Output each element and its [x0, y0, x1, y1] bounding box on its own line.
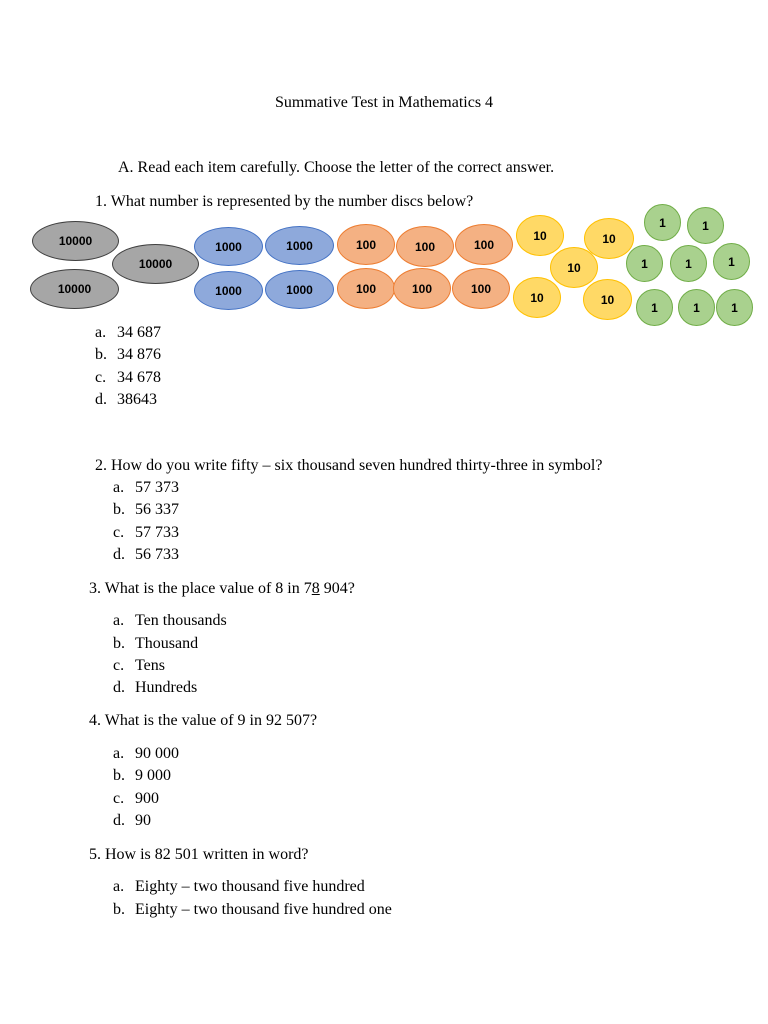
- option-text: 9 000: [135, 767, 171, 784]
- option-letter: a.: [113, 479, 125, 496]
- disc-10000: 10000: [112, 244, 199, 284]
- option-a[interactable]: [113, 745, 179, 763]
- option-d[interactable]: [95, 391, 157, 409]
- option-b[interactable]: [113, 767, 171, 785]
- option-text: Ten thousands: [135, 612, 227, 629]
- option-text: Eighty – two thousand five hundred: [135, 878, 365, 895]
- option-text: Eighty – two thousand five hundred one: [135, 901, 392, 918]
- question-4: 4. What is the value of 9 in 92 507?: [89, 712, 318, 729]
- option-letter: b.: [95, 346, 107, 363]
- option-letter: a.: [95, 324, 107, 341]
- option-b[interactable]: [113, 635, 198, 653]
- disc-10000: 10000: [30, 269, 119, 309]
- option-letter: d.: [113, 679, 125, 696]
- question-3-text: 3. What is the place value of 8 in 7: [89, 580, 312, 597]
- option-text: 34 678: [117, 369, 161, 386]
- question-3: [89, 580, 355, 598]
- disc-10: 10: [516, 215, 564, 256]
- option-text: Tens: [135, 657, 165, 674]
- disc-100: 100: [393, 268, 451, 309]
- option-text: 900: [135, 790, 159, 807]
- disc-10: 10: [513, 277, 561, 318]
- disc-100: 100: [337, 268, 395, 309]
- option-letter: c.: [113, 524, 125, 541]
- option-c[interactable]: [95, 369, 161, 387]
- option-text: 56 337: [135, 501, 179, 518]
- option-letter: b.: [113, 501, 125, 518]
- disc-10: 10: [584, 218, 634, 259]
- option-text: Thousand: [135, 635, 199, 652]
- option-c[interactable]: [113, 657, 165, 675]
- question-1: 1. What number is represented by the number discs below?: [95, 193, 474, 210]
- disc-1000: 1000: [265, 226, 334, 265]
- option-letter: a.: [113, 745, 125, 762]
- option-text: 34 876: [117, 346, 161, 363]
- disc-100: 100: [452, 268, 510, 309]
- option-a[interactable]: [95, 324, 161, 342]
- option-d[interactable]: [113, 812, 151, 830]
- option-text: 90 000: [135, 745, 179, 762]
- option-b[interactable]: [113, 901, 392, 919]
- question-5: 5. How is 82 501 written in word?: [89, 846, 309, 863]
- option-text: 38643: [117, 391, 157, 408]
- option-letter: b.: [113, 635, 125, 652]
- page-title: Summative Test in Mathematics 4: [274, 94, 494, 111]
- disc-10: 10: [583, 279, 632, 320]
- disc-100: 100: [337, 224, 395, 265]
- disc-10000: 10000: [32, 221, 119, 261]
- option-a[interactable]: [113, 878, 365, 896]
- option-letter: d.: [113, 546, 125, 563]
- option-b[interactable]: [95, 346, 161, 364]
- option-letter: a.: [113, 878, 125, 895]
- disc-1000: 1000: [194, 271, 263, 310]
- option-text: 57 373: [135, 479, 179, 496]
- disc-1000: 1000: [194, 227, 263, 266]
- disc-1: 1: [687, 207, 724, 244]
- option-d[interactable]: [113, 679, 197, 697]
- disc-1: 1: [670, 245, 707, 282]
- option-letter: a.: [113, 612, 125, 629]
- option-letter: c.: [113, 657, 125, 674]
- disc-100: 100: [396, 226, 454, 267]
- disc-1: 1: [626, 245, 663, 282]
- option-a[interactable]: [113, 612, 227, 630]
- option-c[interactable]: [113, 790, 159, 808]
- option-letter: b.: [113, 901, 125, 918]
- disc-1: 1: [713, 243, 750, 280]
- option-letter: d.: [113, 812, 125, 829]
- disc-10: 10: [550, 247, 598, 288]
- option-text: 56 733: [135, 546, 179, 563]
- option-letter: d.: [95, 391, 107, 408]
- option-d[interactable]: [113, 546, 179, 564]
- disc-1: 1: [678, 289, 715, 326]
- option-b[interactable]: [113, 501, 179, 519]
- disc-1000: 1000: [265, 270, 334, 309]
- underlined-digit: 8: [311, 580, 320, 597]
- option-letter: b.: [113, 767, 125, 784]
- option-a[interactable]: [113, 479, 179, 497]
- question-2: 2. How do you write fifty – six thousand seven hundred thirty-three in symbol?: [95, 457, 603, 474]
- disc-100: 100: [455, 224, 513, 265]
- option-text: Hundreds: [135, 679, 198, 696]
- disc-1: 1: [636, 289, 673, 326]
- option-text: 34 687: [117, 324, 161, 341]
- disc-1: 1: [644, 204, 681, 241]
- option-letter: c.: [95, 369, 107, 386]
- instructions: A. Read each item carefully. Choose the letter of the correct answer.: [118, 159, 555, 176]
- option-letter: c.: [113, 790, 125, 807]
- option-text: 57 733: [135, 524, 179, 541]
- disc-1: 1: [716, 289, 753, 326]
- option-c[interactable]: [113, 524, 179, 542]
- option-text: 90: [135, 812, 151, 829]
- question-3-text-end: 904?: [319, 580, 355, 597]
